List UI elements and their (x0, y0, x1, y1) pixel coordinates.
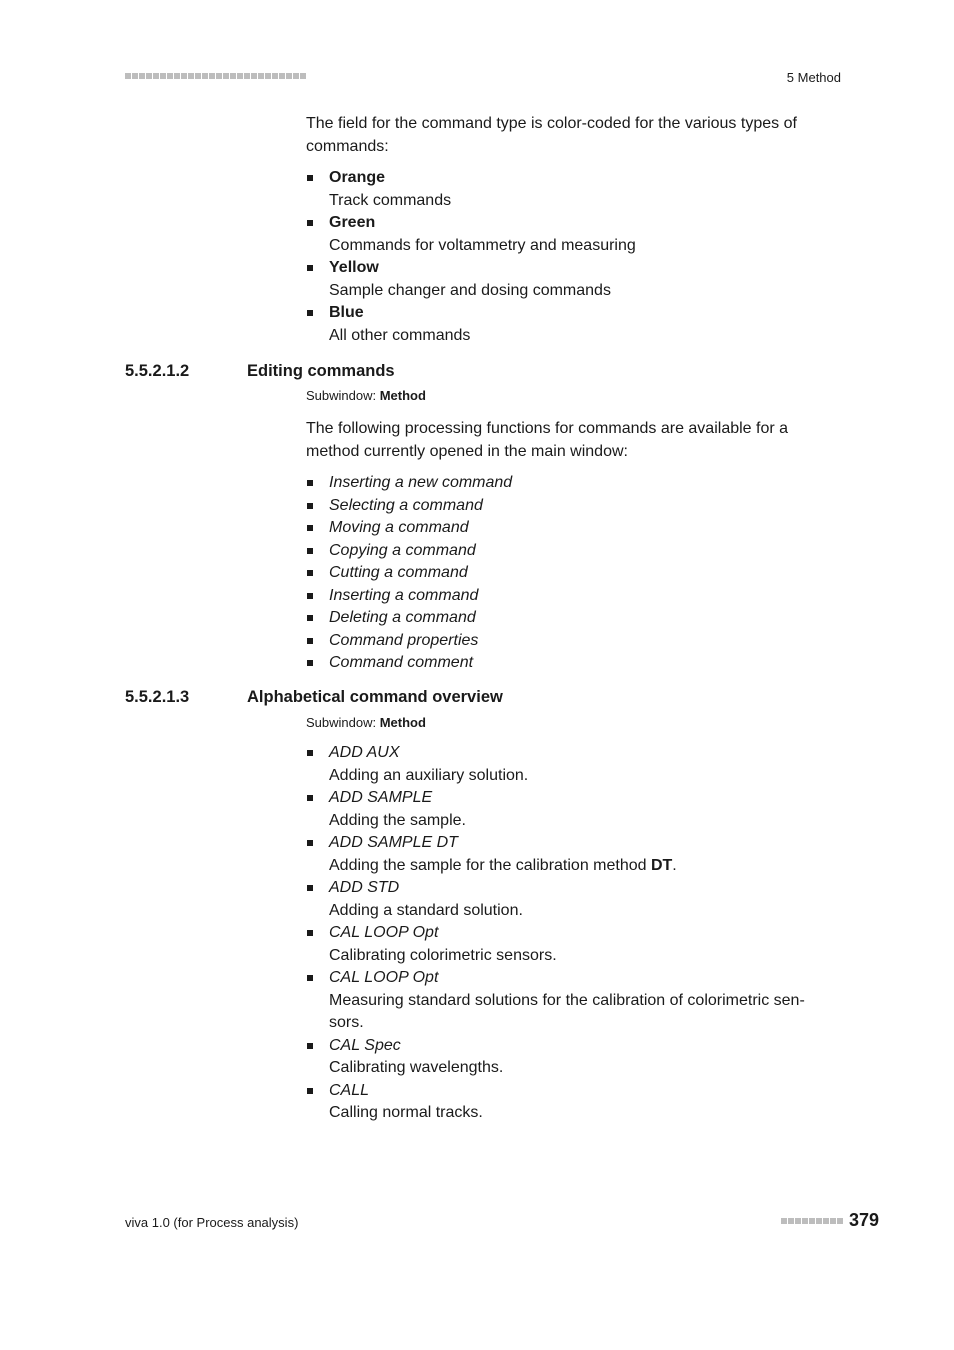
list-item: Selecting a command (306, 495, 826, 518)
editing-block (306, 388, 826, 675)
color-term: Orange (329, 169, 386, 186)
color-desc: All other commands (329, 326, 471, 344)
command-desc-tail: . (672, 856, 677, 874)
section-number: 5.5.2.1.2 (125, 362, 190, 380)
command-name: ADD AUX (329, 744, 400, 761)
list-item: Cutting a command (306, 562, 826, 585)
page-number: 379 (848, 1210, 879, 1230)
command-name: CAL LOOP Opt (329, 924, 439, 941)
editing-list (306, 472, 826, 675)
footer-product: viva 1.0 (for Process analysis) (125, 1215, 299, 1230)
list-item (306, 742, 826, 787)
color-list (306, 167, 826, 347)
list-item: Deleting a command (306, 607, 826, 630)
command-desc-line2: sors. (329, 1014, 364, 1031)
subwindow-value: Method (379, 388, 426, 403)
intro-block (306, 112, 826, 347)
subwindow-line (306, 715, 826, 730)
command-desc: Adding the sample. (329, 811, 466, 829)
command-desc: Calibrating wavelengths. (329, 1059, 504, 1076)
color-desc: Commands for voltammetry and measuring (329, 236, 636, 254)
command-name: ADD STD (329, 879, 400, 896)
list-item (306, 967, 826, 1035)
list-item (306, 212, 826, 257)
command-name: CALL (329, 1081, 370, 1099)
command-desc-bold: DT (650, 856, 673, 874)
list-item: Moving a command (306, 517, 826, 540)
command-name: ADD SAMPLE DT (329, 834, 458, 851)
list-item (306, 787, 826, 832)
list-item (306, 257, 826, 302)
color-term: Yellow (329, 259, 379, 276)
subwindow-label: Subwindow: (306, 715, 380, 730)
intro-text: The field for the command type is color-coded for the various types of commands: (306, 115, 797, 155)
list-item (306, 1035, 826, 1080)
header-decoration (125, 73, 306, 79)
list-item: Inserting a command (306, 585, 826, 608)
list-item (306, 877, 826, 922)
list-item (306, 922, 826, 967)
editing-text: The following processing functions for commands are available for a method currently opened in the main window: (306, 420, 789, 460)
command-name: ADD SAMPLE (329, 789, 433, 806)
list-item: Command properties (306, 630, 826, 653)
list-item (306, 167, 826, 212)
list-item (306, 832, 826, 877)
section-title: Alphabetical command overview (247, 688, 503, 706)
list-item: Inserting a new command (306, 472, 826, 495)
footer-page (781, 1210, 879, 1231)
chapter-header: 5 Method (786, 70, 841, 85)
command-list (306, 742, 826, 1125)
command-desc: Calibrating colorimetric sensors. (329, 946, 557, 964)
list-item (306, 302, 826, 347)
color-desc: Track commands (329, 191, 452, 209)
section-heading-editing (125, 362, 395, 381)
subwindow-line (306, 388, 826, 403)
subwindow-label: Subwindow: (306, 388, 380, 403)
footer-decoration (781, 1218, 843, 1224)
command-name: CAL Spec (329, 1036, 401, 1054)
list-item: Copying a command (306, 540, 826, 563)
command-name: CAL LOOP Opt (329, 969, 439, 986)
list-item (306, 1080, 826, 1125)
section-heading-overview (125, 688, 503, 707)
command-desc: Calling normal tracks. (329, 1104, 483, 1121)
command-desc: Measuring standard solutions for the calibration of colorimetric sen- (329, 991, 805, 1009)
list-item: Command comment (306, 652, 826, 675)
command-desc (329, 855, 826, 878)
overview-block (306, 715, 826, 1125)
color-term: Green (329, 214, 376, 231)
section-title: Editing commands (247, 362, 395, 380)
subwindow-value: Method (379, 715, 426, 730)
command-desc-text: Adding the sample for the calibration method (329, 856, 651, 874)
command-desc: Adding an auxiliary solution. (329, 766, 529, 784)
command-desc: Adding a standard solution. (329, 901, 523, 919)
color-desc: Sample changer and dosing commands (329, 281, 611, 299)
color-term: Blue (329, 304, 364, 321)
section-number: 5.5.2.1.3 (125, 688, 190, 706)
